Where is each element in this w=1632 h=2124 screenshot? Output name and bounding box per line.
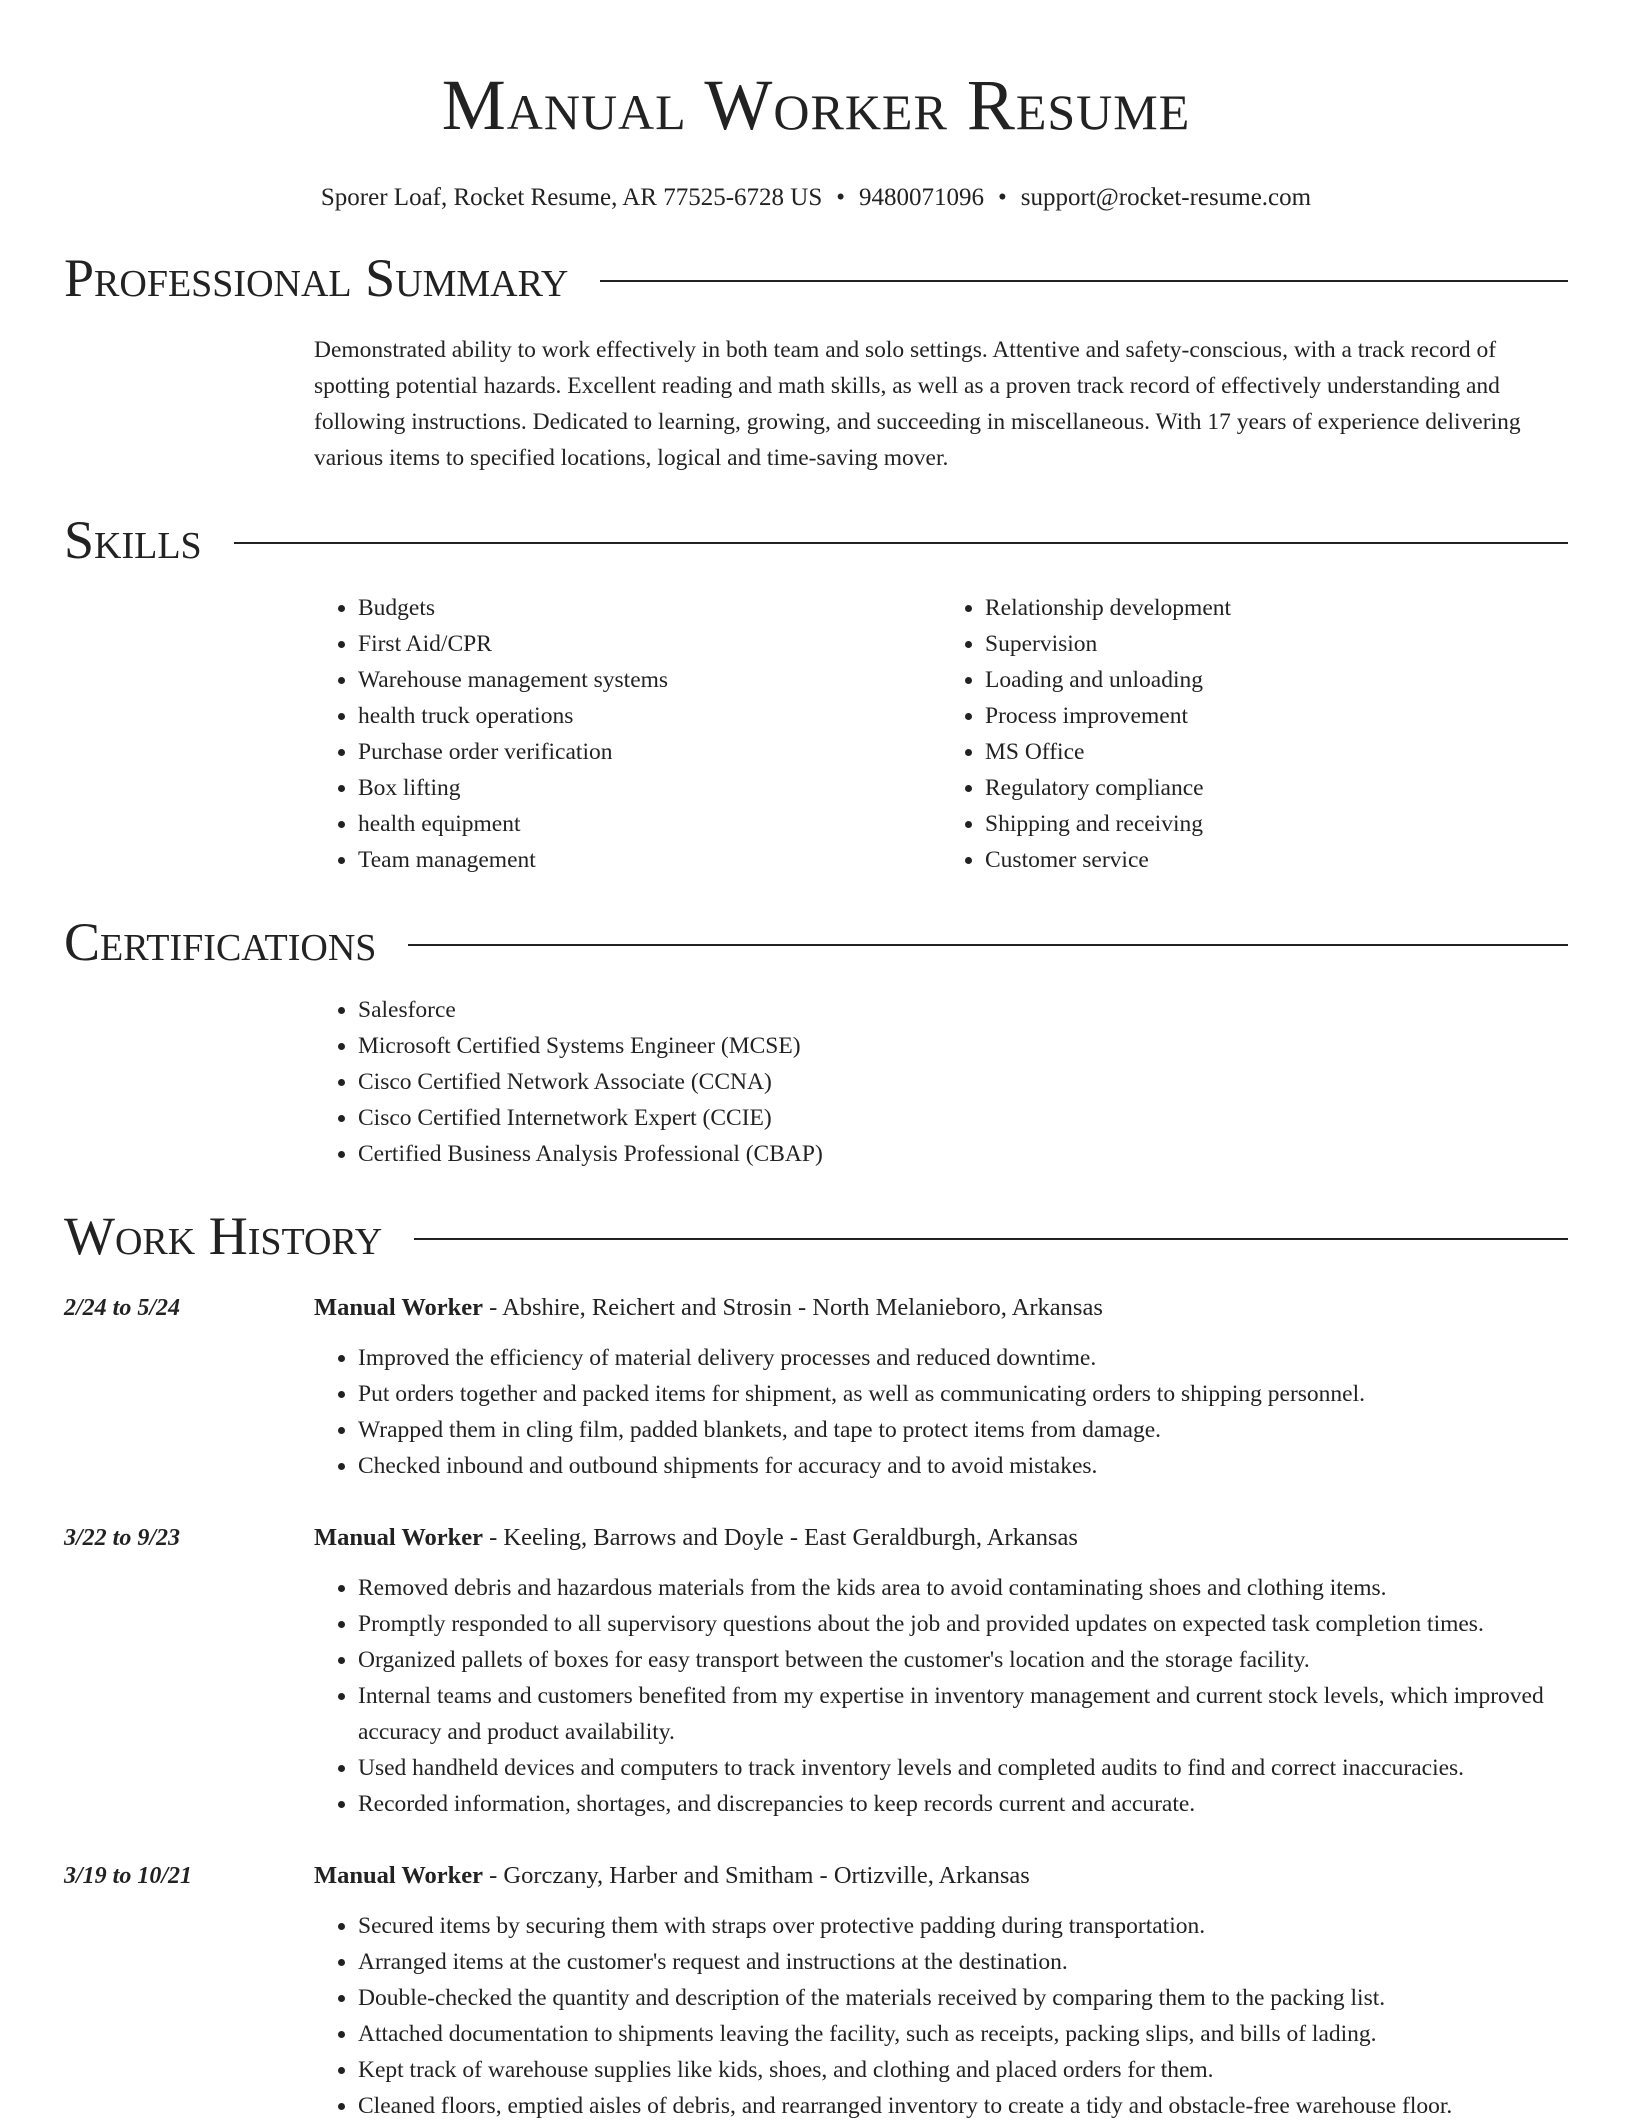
skill-item: • Supervision	[985, 626, 1568, 662]
job-bullet: • Kept track of warehouse supplies like kids, shoes, and clothing and placed orders for them.	[358, 2052, 1568, 2088]
contact-address: Sporer Loaf, Rocket Resume, AR 77525-6728 US	[320, 184, 823, 211]
certification-item: • Microsoft Certified Systems Engineer (MCSE)	[358, 1028, 1568, 1064]
section-divider	[408, 944, 1568, 946]
skill-item: • Warehouse management systems	[358, 662, 941, 698]
skill-item: • Regulatory compliance	[985, 770, 1568, 806]
job-bullet: • Used handheld devices and computers to track inventory levels and completed audits to find and correct inaccuracies.	[358, 1750, 1568, 1786]
certifications-bullets	[314, 992, 1568, 1172]
skill-item: • Team management	[358, 842, 941, 878]
contact-line	[64, 182, 1568, 214]
job-dates: 3/19 to 10/21	[64, 1863, 193, 1889]
skill-item: • Purchase order verification	[358, 734, 941, 770]
skill-item: • health equipment	[358, 806, 941, 842]
work-history-section-header	[64, 1204, 1568, 1268]
job-bullet: • Recorded information, shortages, and discrepancies to keep records current and accurate.	[358, 1786, 1568, 1822]
contact-email: support@rocket-resume.com	[1020, 184, 1312, 211]
certifications-list	[314, 992, 1568, 1172]
certifications-section-header	[64, 910, 1568, 974]
job-bullet: • Attached documentation to shipments leaving the facility, such as receipts, packing slips, and bills of lading.	[358, 2016, 1568, 2052]
job-bullet: • Wrapped them in cling film, padded blankets, and tape to protect items from damage.	[358, 1412, 1568, 1448]
skills-list	[314, 590, 1568, 878]
job-body	[314, 1290, 1568, 1484]
job-bullet: • Internal teams and customers benefited from my expertise in inventory management and current stock levels, which improved accuracy and product availability.	[358, 1678, 1568, 1750]
job-dates: 2/24 to 5/24	[64, 1295, 181, 1321]
job-body	[314, 1858, 1568, 2124]
job-bullet: • Organized pallets of boxes for easy transport between the customer's location and the storage facility.	[358, 1642, 1568, 1678]
skills-column-right	[941, 590, 1568, 878]
skill-item: • Box lifting	[358, 770, 941, 806]
job-entry	[64, 1290, 1568, 1484]
skills-heading: Skills	[64, 510, 202, 570]
summary-section-header	[64, 246, 1568, 310]
job-bullets	[314, 1570, 1568, 1822]
skill-item: • Budgets	[358, 590, 941, 626]
job-bullet: • Double-checked the quantity and description of the materials received by comparing them to the packing list.	[358, 1980, 1568, 2016]
certification-item: • Cisco Certified Network Associate (CCNA)	[358, 1064, 1568, 1100]
job-entry	[64, 1858, 1568, 2124]
section-divider	[414, 1238, 1568, 1240]
resume-title: Manual Worker Resume	[441, 65, 1191, 145]
contact-phone: 9480071096	[859, 184, 985, 211]
skill-item: • Customer service	[985, 842, 1568, 878]
skill-item: • Shipping and receiving	[985, 806, 1568, 842]
job-bullet: • Removed debris and hazardous materials from the kids area to avoid contaminating shoes and clothing items.	[358, 1570, 1568, 1606]
job-title: Manual Worker	[314, 1862, 484, 1889]
skill-item: • Loading and unloading	[985, 662, 1568, 698]
job-bullets	[314, 1908, 1568, 2124]
contact-separator: •	[998, 184, 1007, 211]
job-title-line	[314, 1520, 1568, 1556]
section-divider	[600, 280, 1568, 282]
contact-separator: •	[836, 184, 846, 211]
job-title-line	[314, 1290, 1568, 1326]
skill-item: • First Aid/CPR	[358, 626, 941, 662]
certification-item: • Cisco Certified Internetwork Expert (CCIE)	[358, 1100, 1568, 1136]
job-title-line	[314, 1858, 1568, 1894]
skills-section-header	[64, 508, 1568, 572]
certifications-heading: Certifications	[64, 912, 377, 972]
job-bullet: • Put orders together and packed items for shipment, as well as communicating orders to shipping personnel.	[358, 1376, 1568, 1412]
skill-item: • Relationship development	[985, 590, 1568, 626]
job-dates: 3/22 to 9/23	[64, 1525, 181, 1551]
summary-text: Demonstrated ability to work effectively in both team and solo settings. Attentive and safety-conscious, with a track record of spotting potential hazards. Excellent reading and math skills, as well as a proven track record of effectively understanding and following instructions. Dedicated to learning, growing, and succeeding in miscellaneous. With 17 years of experience delivering various items to specified locations, logical and time-saving mover.	[314, 337, 1521, 471]
job-body	[314, 1520, 1568, 1822]
skill-item: • health truck operations	[358, 698, 941, 734]
job-bullet: • Secured items by securing them with straps over protective padding during transportation.	[358, 1908, 1568, 1944]
section-divider	[234, 542, 1568, 544]
job-bullet: • Promptly responded to all supervisory questions about the job and provided updates on expected task completion times.	[358, 1606, 1568, 1642]
summary-heading: Professional Summary	[64, 248, 569, 308]
skill-item: • Process improvement	[985, 698, 1568, 734]
job-bullet: • Improved the efficiency of material delivery processes and reduced downtime.	[358, 1340, 1568, 1376]
job-employer: - Abshire, Reichert and Strosin - North Melanieboro, Arkansas	[483, 1294, 1103, 1321]
job-bullet: • Arranged items at the customer's request and instructions at the destination.	[358, 1944, 1568, 1980]
job-employer: - Gorczany, Harber and Smitham - Ortizville, Arkansas	[483, 1862, 1030, 1889]
certification-item: • Certified Business Analysis Professional (CBAP)	[358, 1136, 1568, 1172]
skills-column-left	[314, 590, 941, 878]
certification-item: • Salesforce	[358, 992, 1568, 1028]
skill-item: • MS Office	[985, 734, 1568, 770]
work-history-heading: Work History	[64, 1206, 383, 1266]
job-title: Manual Worker	[314, 1524, 484, 1551]
job-bullet: • Cleaned floors, emptied aisles of debris, and rearranged inventory to create a tidy and obstacle-free warehouse floor.	[358, 2088, 1568, 2124]
job-bullet: • Checked inbound and outbound shipments for accuracy and to avoid mistakes.	[358, 1448, 1568, 1484]
job-employer: - Keeling, Barrows and Doyle - East Geraldburgh, Arkansas	[483, 1524, 1078, 1551]
job-bullets	[314, 1340, 1568, 1484]
job-title: Manual Worker	[314, 1294, 484, 1321]
job-entry	[64, 1520, 1568, 1822]
